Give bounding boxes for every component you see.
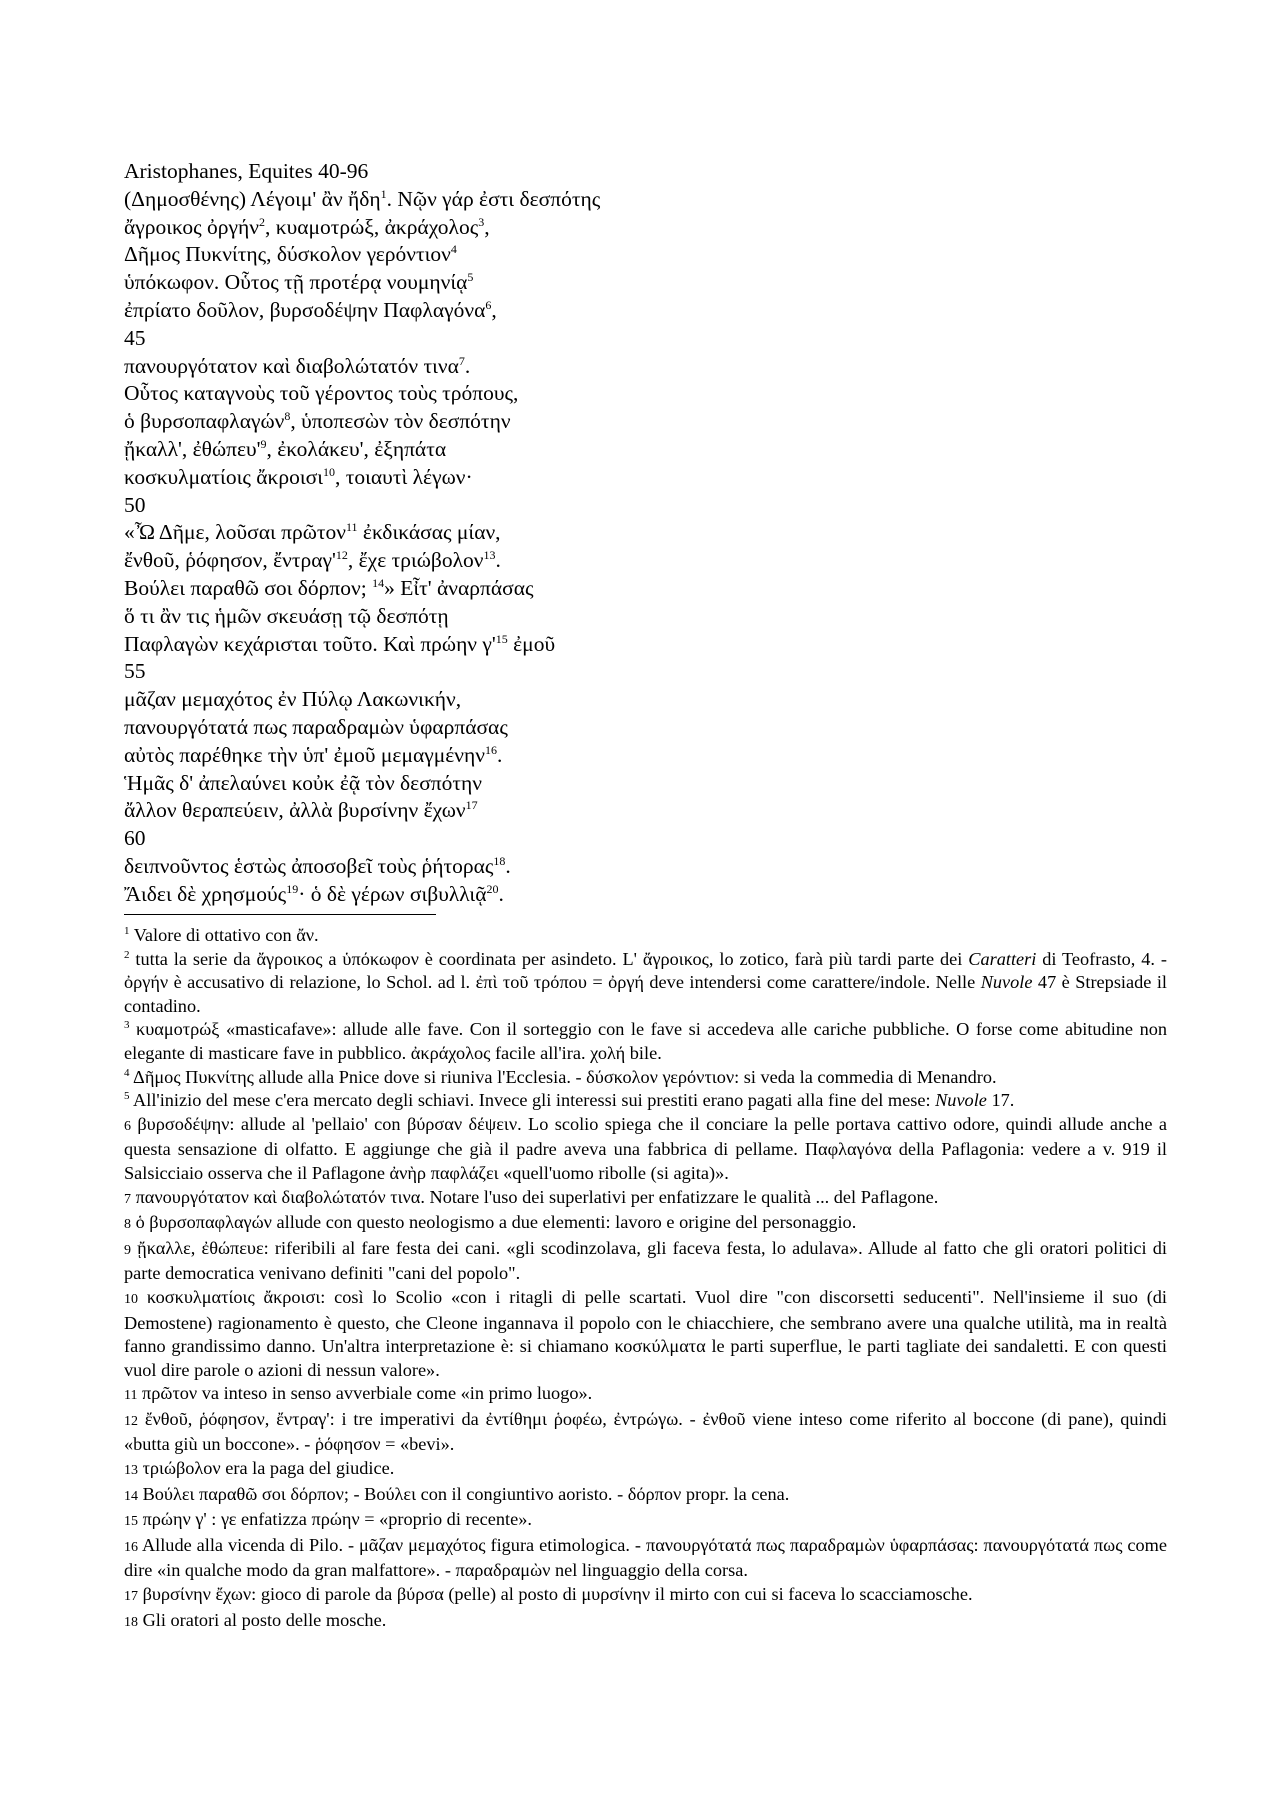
line-number [124, 825, 1024, 853]
footnote-ref: 1 [380, 186, 387, 201]
verse-line [124, 770, 1024, 798]
verse-text: » Εἶτ' ἀναρπάσας [384, 575, 534, 600]
footnote-number: 2 [124, 948, 130, 961]
footnote [124, 1113, 1167, 1186]
footnote-ref: 11 [345, 520, 358, 535]
footnote [124, 1237, 1167, 1286]
verse-text: ἔνθοῦ, ῥόφησον, ἔντραγ' [124, 548, 336, 573]
document-title: Aristophanes, Equites 40-96 [124, 159, 369, 183]
footnote-number: 16 [124, 1539, 138, 1555]
footnote-text: ὁ βυρσοπαφλαγών allude con questo neologismo a due elementi: lavoro e origine del personaggio. [131, 1212, 857, 1233]
verse-text: , ὑποπεσὼν τὸν δεσπότην [290, 409, 511, 434]
footnote [124, 1018, 1167, 1065]
verse-text: 60 [124, 826, 146, 851]
footnote-text: 47 è Strepsiade il contadino. [124, 972, 1167, 1016]
verse-text: · ὁ δὲ γέρων σιβυλλιᾷ [298, 881, 487, 906]
verse-text: πανουργότατον καὶ διαβολώτατόν τινα [124, 353, 459, 378]
footnote-ref: 4 [450, 242, 457, 257]
verse-line [124, 186, 1024, 214]
verse-text: , ἐκολάκευ', ἐξηπάτα [266, 436, 447, 461]
footnote-italic-text: Nuvole [935, 1090, 987, 1111]
verse-text: 50 [124, 492, 146, 517]
footnote-ref: 17 [465, 798, 478, 813]
footnote-text: πρῶτον va inteso in senso avverbiale come «in primo luogo». [137, 1383, 593, 1404]
footnote-ref: 10 [322, 464, 335, 479]
footnote [124, 1583, 1167, 1609]
footnote-text: πρώην γ' : γε enfatizza πρώην = «proprio di recente». [138, 1509, 532, 1530]
verse-text: Οὗτος καταγνοὺς τοῦ γέροντος τοὺς τρόπους, [124, 381, 519, 406]
verse-lines [124, 186, 1024, 909]
verse-text: αὐτὸς παρέθηκε τὴν ὑπ' ἐμοῦ μεμαγμένην [124, 742, 485, 767]
footnote-text: ἔνθοῦ, ῥόφησον, ἔντραγ': i tre imperativi da ἐντίθημι ῥοφέω, ἐντρώγω. - ἐνθοῦ viene inteso come riferito al boccone (di pane), quindi «butta giù un boccone». - ῥόφησον = «bevi». [124, 1408, 1167, 1455]
footnote-text: Βούλει παραθῶ σοι δόρπον; - Βούλει con il congiuntivo aoristo. - δόρπον propr. la cena. [138, 1483, 790, 1504]
footnote-number: 8 [124, 1217, 131, 1233]
footnote-italic-text: Nuvole [980, 972, 1033, 993]
footnote-ref: 14 [372, 575, 385, 590]
verse-line [124, 464, 1024, 492]
footnote-ref: 6 [485, 297, 492, 312]
verse-line [124, 742, 1024, 770]
verse-text: ἄλλον θεραπεύειν, ἀλλὰ βυρσίνην ἔχων [124, 798, 466, 823]
footnote-text: Δῆμος Πυκνίτης allude alla Pnice dove si riuniva l'Ecclesia. - δύσκολον γερόντιον: si veda la commedia di Menandro. [129, 1066, 997, 1087]
verse-line [124, 380, 1024, 408]
footnote [124, 1211, 1167, 1237]
footnote-ref: 20 [486, 881, 499, 896]
verse-text: . [495, 548, 501, 573]
verse-line [124, 436, 1024, 464]
footnotes [124, 924, 1167, 1634]
footnote [124, 1508, 1167, 1534]
verse-text: πανουργότατά πως παραδραμὼν ὑφαρπάσας [124, 714, 508, 739]
footnote-number: 4 [124, 1066, 130, 1079]
footnote-number: 17 [124, 1589, 138, 1605]
footnote-separator [124, 914, 436, 915]
footnote [124, 1408, 1167, 1457]
verse-text: ὅ τι ἂν τις ἡμῶν σκευάσῃ τῷ δεσπότῃ [124, 603, 449, 628]
verse-text: Δῆμος Πυκνίτης, δύσκολον γερόντιον [124, 242, 451, 267]
verse-text: , κυαμοτρώξ, ἀκράχολος [264, 214, 479, 239]
footnote-italic-text: Caratteri [968, 948, 1037, 969]
verse-line [124, 214, 1024, 242]
verse-text: (Δημοσθένης) Λέγοιμ' ἂν ἤδη [124, 186, 381, 211]
verse-line [124, 547, 1024, 575]
verse-line [124, 353, 1024, 381]
line-number [124, 658, 1024, 686]
footnote-text: di Teofrasto, 4. - ὀργήν è accusativo di relazione, lo Schol. ad l. ἐπὶ τοῦ τρόπου = ὀργή deve intendersi come carattere/indole. Nelle [124, 948, 1167, 993]
verse-line [124, 519, 1024, 547]
footnote-text: ᾔκαλλε, ἐθώπευε: riferibili al fare festa dei cani. «gli scodinzolava, gli faceva festa, lo adulava». Allude al fatto che gli oratori politici di parte democratica venivano definiti "cani del popolo". [124, 1237, 1167, 1284]
footnote [124, 1186, 1167, 1212]
footnote-number: 3 [124, 1019, 130, 1032]
verse-line [124, 297, 1024, 325]
footnote-number: 7 [124, 1191, 131, 1207]
footnote [124, 1382, 1167, 1408]
footnote-ref: 2 [258, 214, 265, 229]
footnote-text: 17. [986, 1090, 1015, 1111]
verse-line [124, 686, 1024, 714]
footnote-text: All'inizio del mese c'era mercato degli schiavi. Invece gli interessi sui prestiti erano pagati alla fine del mese: [129, 1090, 936, 1111]
verse-text: ὁ βυρσοπαφλαγών [124, 409, 285, 434]
verse-line [124, 797, 1024, 825]
footnote-number: 1 [124, 924, 130, 937]
verse-text: . Νῷν γάρ ἐστι δεσπότης [386, 186, 601, 211]
footnote-text: Gli oratori al posto delle mosche. [138, 1609, 387, 1630]
verse-text: «Ὦ Δῆμε, λοῦσαι πρῶτον [124, 520, 346, 545]
footnote [124, 1089, 1167, 1113]
footnote-number: 10 [124, 1291, 138, 1307]
footnote-ref: 18 [493, 853, 506, 868]
footnote [124, 1286, 1167, 1382]
footnote-text: κοσκυλματίοις ἄκροισι: così lo Scolio «con i ritagli di pelle scartati. Vuol dire "con discorsetti seducenti". Nell'insieme il suo (di Demostene) ragionamento è questo, che Cleone ingannava il popolo con le chiacchiere, che sembrano avere una qualche utilità, ma in realtà fanno grandissimo danno. Un'altra interpretazione è: si chiamano κοσκύλματα le parti superflue, le parti tagliate dei sandaletti. E con questi vuol dire parole o azioni di nessun valore». [124, 1286, 1167, 1380]
footnote-ref: 9 [260, 436, 267, 451]
verse-text: 55 [124, 659, 146, 684]
line-number [124, 325, 1024, 353]
verse-text: ἄγροικος ὀργήν [124, 214, 259, 239]
verse-line [124, 714, 1024, 742]
verse-text: , [484, 214, 490, 239]
footnote-ref: 16 [485, 742, 497, 757]
verse-line [124, 603, 1024, 631]
footnote-number: 13 [124, 1463, 138, 1479]
footnote [124, 924, 1167, 948]
verse-text: . [498, 881, 504, 906]
footnote-ref: 13 [483, 548, 496, 562]
verse-text: μᾶζαν μεμαχότος ἐν Πύλῳ Λακωνικήν, [124, 687, 462, 712]
verse-text: ἐμοῦ [507, 631, 556, 656]
main-text [124, 158, 1024, 909]
verse-text: Βούλει παραθῶ σοι δόρπον; [124, 575, 373, 600]
footnote-text: τριώβολον era la paga del giudice. [138, 1458, 395, 1479]
verse-text: ὑπόκωφον. Οὗτος τῇ προτέρᾳ νουμηνίᾳ [124, 270, 468, 295]
footnote-text: Allude alla vicenda di Pilo. - μᾶζαν μεμαχότος figura etimologica. - πανουργότατά πως παραδραμὼν ὑφαρπάσας: πανουργότατά πως come dire «in qualche modo da gran malfattore». - παραδραμὼν nel linguaggio della corsa. [124, 1534, 1167, 1581]
verse-text: . [464, 353, 471, 378]
verse-text: 45 [124, 325, 146, 350]
footnote [124, 1483, 1167, 1509]
verse-text: . [497, 742, 503, 767]
footnote-text: βυρσίνην ἔχων: gioco di parole da βύρσα (pelle) al posto di μυρσίνην il mirto con cui si faceva lo scacciamosche. [138, 1584, 973, 1605]
footnote-number: 14 [124, 1488, 138, 1504]
footnote-text: βυρσοδέψην: allude al 'pellaio' con βύρσαν δέψειν. Lo scolio spiega che il conciare la pelle portava cattivo odore, quindi allude anche a questa sensazione di olfatto. E aggiunge che già il padre aveva una fabbrica di pellame. Παφλαγόνα della Paflagonia: vedere a v. 919 il Salsicciaio osserva che il Paflagone ἀνὴρ παφλάζει «quell'uomo ribolle (si agita)». [124, 1113, 1167, 1183]
verse-line [124, 241, 1024, 269]
verse-text: Ἡμᾶς δ' ἀπελαύνει κοὐκ ἐᾷ τὸν δεσπότην [124, 770, 483, 795]
verse-line [124, 631, 1024, 659]
footnote-ref: 12 [335, 548, 348, 562]
footnote [124, 948, 1167, 1019]
footnote-ref: 15 [495, 631, 508, 646]
footnote [124, 1457, 1167, 1483]
verse-line [124, 408, 1024, 436]
verse-text: ἐπρίατο δοῦλον, βυρσοδέψην Παφλαγόνα [124, 297, 486, 322]
footnote-text: κυαμοτρώξ «masticafave»: allude alle fave. Con il sorteggio con le fave si accedeva alle cariche pubbliche. O forse come abitudine non elegante di masticare fave in pubblico. ἀκράχολος facile all'ira. χολή bile. [124, 1019, 1167, 1063]
footnote-ref: 19 [286, 881, 299, 896]
verse-text: , τοιαυτὶ λέγων· [334, 464, 473, 489]
verse-text: , ἔχε τριώβολον [347, 548, 484, 573]
footnote-number: 15 [124, 1514, 138, 1530]
footnote [124, 1066, 1167, 1090]
footnote-number: 9 [124, 1242, 131, 1258]
verse-text: , [491, 297, 497, 322]
verse-text: ἐκδικάσας μίαν, [357, 520, 501, 545]
footnote-ref: 7 [458, 353, 465, 368]
footnote-ref: 8 [284, 409, 291, 424]
verse-line [124, 881, 1024, 909]
verse-text: δειπνοῦντος ἑστὼς ἀποσοβεῖ τοὺς ῥήτορας [124, 853, 494, 878]
footnote-text: πανουργότατον καὶ διαβολώτατόν τινα. Notare l'uso dei superlativi per enfatizzare le qualità ... del Paflagone. [131, 1186, 939, 1207]
verse-text: . [505, 853, 511, 878]
footnote-number: 5 [124, 1090, 130, 1103]
footnote-text: tutta la serie da ἄγροικος a ὑπόκωφον è coordinata per asindeto. L' ἄγροικος, lo zotico, farà più tardi parte dei [129, 948, 969, 969]
verse-line [124, 575, 1024, 603]
footnote-number: 12 [124, 1413, 138, 1429]
footnote [124, 1609, 1167, 1635]
line-number [124, 492, 1024, 520]
verse-text: κοσκυλματίοις ἄκροισι [124, 464, 323, 489]
footnote-ref: 3 [478, 214, 485, 229]
footnote [124, 1534, 1167, 1583]
verse-text: ᾔκαλλ', ἐθώπευ' [124, 436, 261, 461]
footnote-number: 6 [124, 1118, 131, 1134]
footnote-number: 18 [124, 1614, 138, 1630]
verse-line [124, 853, 1024, 881]
verse-text: Παφλαγὼν κεχάρισται τοῦτο. Καὶ πρώην γ' [124, 631, 496, 656]
footnote-text: Valore di ottativo con ἄν. [129, 925, 319, 945]
verse-text: Ἄιδει δὲ χρησμούς [124, 881, 287, 906]
footnote-number: 11 [124, 1388, 138, 1404]
footnote-ref: 5 [467, 270, 474, 285]
verse-line [124, 269, 1024, 297]
